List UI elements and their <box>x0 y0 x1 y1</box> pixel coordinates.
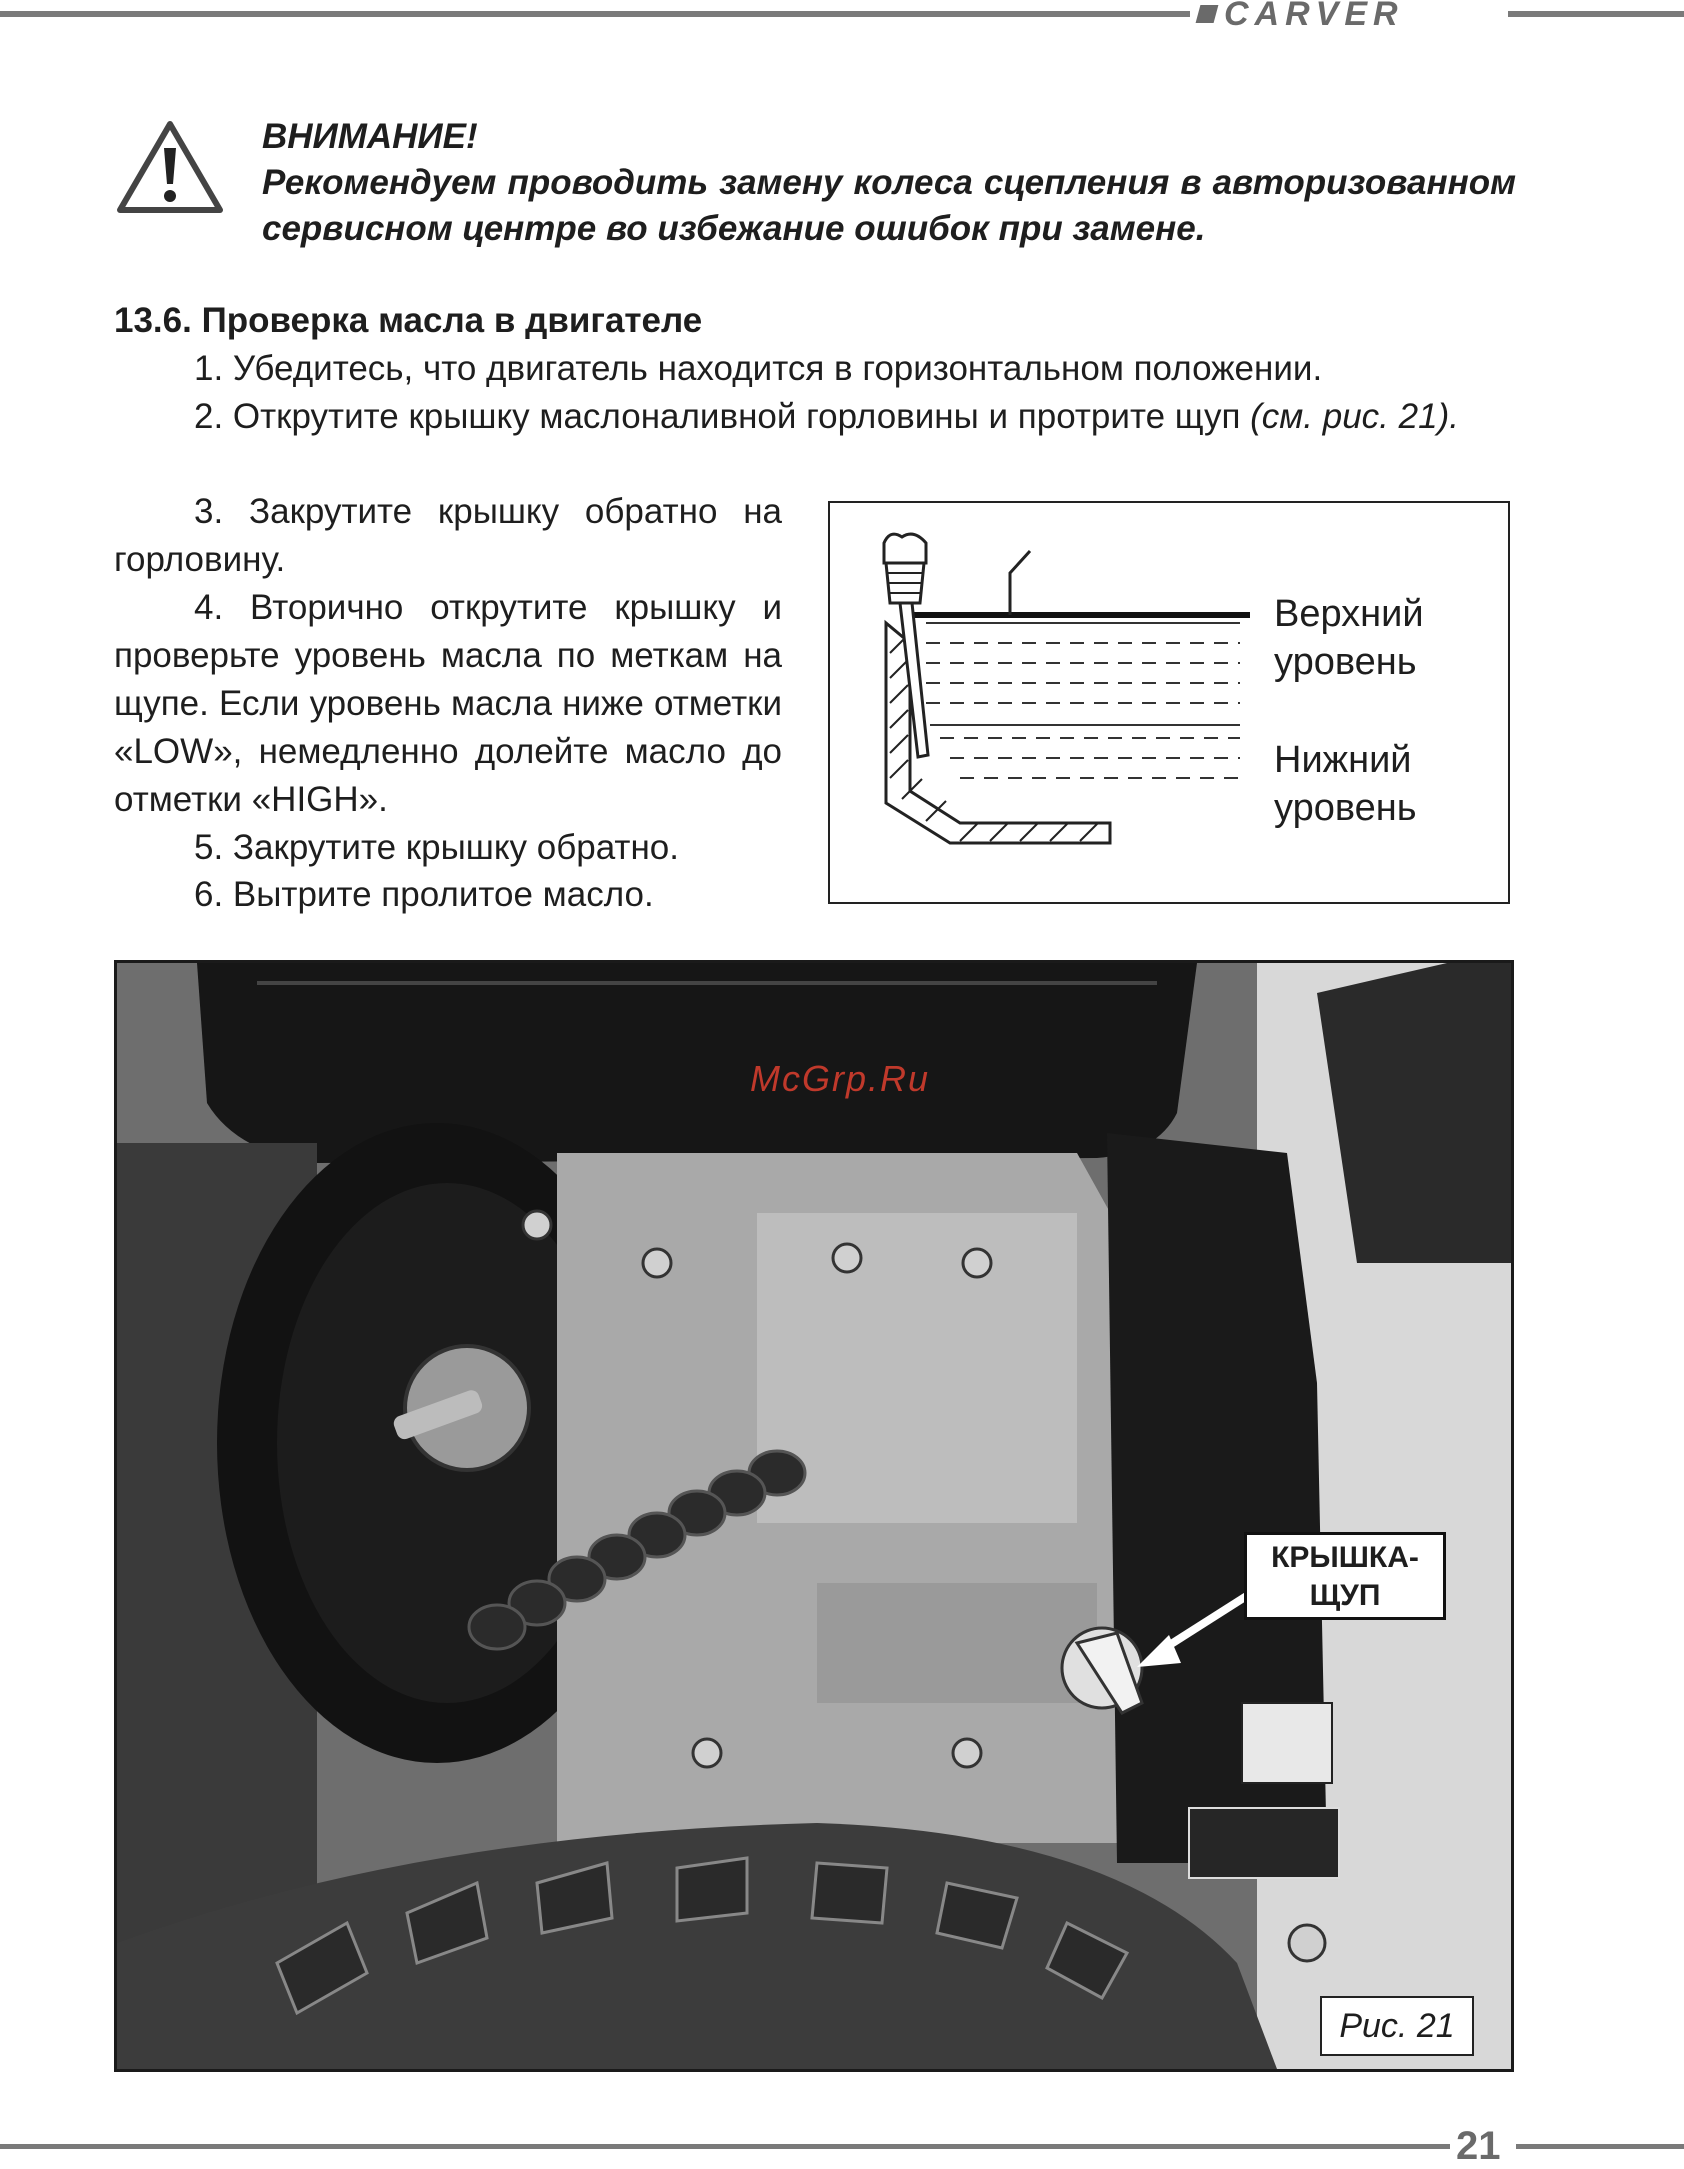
warning-triangle-icon <box>114 118 226 218</box>
warning-title: ВНИМАНИЕ! <box>262 117 478 156</box>
lower-level-text: Нижний уровень <box>1274 739 1417 829</box>
dipstick-callout <box>1244 1532 1446 1620</box>
footer-rule-left <box>0 2144 1450 2149</box>
warning-text: Рекомендуем проводить замену колеса сцепления в авторизованном сервисном центре во избежание ошибок при замене. <box>262 163 1516 248</box>
step-4: 4. Вторично открутите крышку и проверьте уровень масла по меткам на щупе. Если уровень масла ниже отметки «LOW», немедленно долейте масло до отметки «HIGH». <box>114 588 782 819</box>
step-6: 6. Вытрите пролитое масло. <box>194 875 654 914</box>
section-title: 13.6. Проверка масла в двигателе <box>114 301 703 340</box>
step-2-text: 2. Открутите крышку маслоналивной горловины и протрите щуп <box>194 397 1241 436</box>
page-number: 21 <box>1456 2124 1501 2168</box>
step-1: 1. Убедитесь, что двигатель находится в горизонтальном положении. <box>194 349 1323 388</box>
oil-level-diagram <box>828 501 1510 904</box>
dipstick-drawing <box>830 503 1508 902</box>
brand-logo <box>1198 0 1404 36</box>
lower-level-label <box>1274 736 1454 832</box>
warning-block <box>262 114 1516 252</box>
step-3: 3. Закрутите крышку обратно на горловину. <box>114 492 782 579</box>
header-rule-left <box>0 11 1190 17</box>
engine-photo <box>114 960 1514 2072</box>
brand-mark-icon <box>1196 5 1219 23</box>
step-2 <box>114 393 1514 441</box>
brand-name: CARVER <box>1224 0 1404 33</box>
watermark: McGrp.Ru <box>750 1058 931 1099</box>
step-5: 5. Закрутите крышку обратно. <box>194 828 679 867</box>
upper-level-label <box>1274 590 1454 686</box>
upper-level-text: Верхний уровень <box>1274 593 1424 683</box>
dipstick-callout-text: КРЫШКА-ЩУП <box>1271 1541 1419 1612</box>
figure-label: Рис. 21 <box>1320 1996 1474 2056</box>
footer-rule-right <box>1516 2144 1684 2149</box>
header-rule-right <box>1508 11 1684 17</box>
step-2-figure-ref: (см. рис. 21). <box>1250 397 1459 436</box>
engine-photo-illustration <box>117 963 1511 2069</box>
